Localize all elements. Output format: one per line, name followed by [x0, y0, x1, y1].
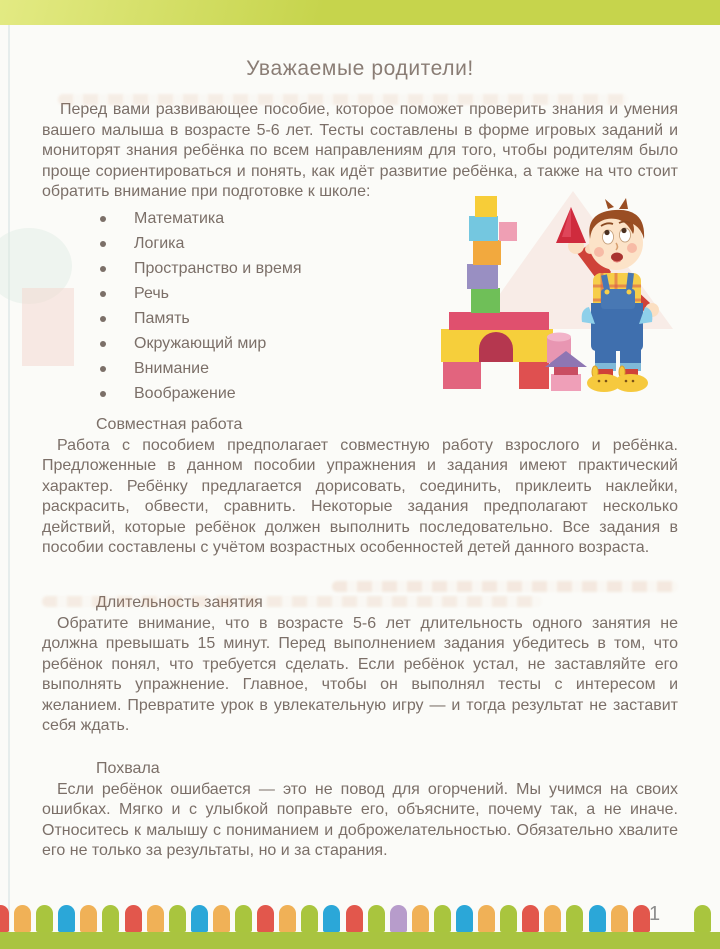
footer-tab	[544, 905, 561, 932]
footer-tab	[191, 905, 208, 932]
bleed-through-text-artifact	[332, 581, 678, 592]
footer-tab	[213, 905, 230, 932]
bullet-icon	[100, 216, 106, 222]
intro-paragraph: Перед вами развивающее пособие, которое поможет проверить знания и умения вашего малыша в возрасте 5-6 лет. Тесты составлены в форме игровых заданий и мониторят знания ребёнка по всем направлениям для того, чтобы родителям было проще сориентироваться и понять, как идёт развитие ребёнка, а также на что стоит обратить внимание при подготовке к школе:	[42, 101, 678, 200]
footer-tab	[589, 905, 606, 932]
bullet-icon	[100, 341, 106, 347]
footer-tab	[434, 905, 451, 932]
top-border-strip	[0, 0, 720, 25]
bullet-icon	[100, 266, 106, 272]
footer-tab	[346, 905, 363, 932]
footer-tabs	[0, 905, 650, 932]
section-heading: Похвала	[96, 759, 160, 777]
footer-last-tab	[694, 905, 711, 932]
list-item-label: Память	[134, 310, 190, 327]
footer-tab	[456, 905, 473, 932]
footer-tab	[323, 905, 340, 932]
footer-tab	[257, 905, 274, 932]
bullet-icon	[100, 316, 106, 322]
footer-tab	[522, 905, 539, 932]
footer-tab	[0, 905, 9, 932]
list-item-label: Речь	[134, 285, 170, 302]
section-paragraph: Если ребёнок ошибается — это не повод для огорчений. Мы учимся на своих ошибках. Мягко и с улыбкой поправьте его, объясните, почему так, а не иначе. Относитесь к малышу с пониманием и доброжелательностью. Обязательно хвалите его не только за результаты, но и за старания.	[42, 780, 678, 859]
page-number: 1	[649, 903, 661, 925]
page-title: Уважаемые родители!	[246, 57, 474, 80]
list-item-label: Логика	[134, 235, 185, 252]
section-paragraph: Обратите внимание, что в возрасте 5-6 лет длительность одного занятия не должна превышать 15 минут. Перед выполнением задания убедитесь в том, что ребёнок понял, что требуется сделать. Если ребёнок устал, не заставляйте его выполнять упражнение. Главное, чтобы он выполнял тесты с интересом и желанием. Превратите урок в увлекательную игру — и тогда результат не заставит себя ждать.	[42, 614, 678, 734]
footer-tab	[478, 905, 495, 932]
section-heading: Длительность занятия	[96, 593, 263, 611]
section-heading: Совместная работа	[96, 415, 243, 433]
child-with-blocks-illustration	[423, 191, 678, 396]
bleed-through-text-artifact	[58, 94, 628, 105]
footer-tab	[58, 905, 75, 932]
bleed-through-text-artifact	[42, 596, 542, 607]
bullet-icon	[100, 391, 106, 397]
footer-tab	[235, 905, 252, 932]
list-item-label: Окружающий мир	[134, 335, 267, 352]
list-item-label: Внимание	[134, 360, 210, 377]
skills-and-illustration	[42, 205, 678, 405]
footer-tab	[147, 905, 164, 932]
footer-tab	[80, 905, 97, 932]
footer-tab	[125, 905, 142, 932]
scan-fold-artifact	[8, 25, 10, 932]
list-item-label: Пространство и время	[134, 260, 302, 277]
footer-tab	[102, 905, 119, 932]
footer-tab	[14, 905, 31, 932]
footer-tab	[279, 905, 296, 932]
footer-tab	[633, 905, 650, 932]
footer-tab	[169, 905, 186, 932]
page-content	[42, 25, 678, 862]
footer-tab	[611, 905, 628, 932]
bottom-border-strip	[0, 932, 720, 949]
footer-tab	[500, 905, 517, 932]
bullet-icon	[100, 366, 106, 372]
footer-tab	[566, 905, 583, 932]
footer-tab	[412, 905, 429, 932]
list-item-label: Воображение	[134, 385, 236, 402]
bullet-icon	[100, 291, 106, 297]
section-paragraph: Работа с пособием предполагает совместную работу взрослого и ребёнка. Предложенные в данном пособии упражнения и задания имеют практический характер. Ребёнку предлагается дорисовать, соединить, приклеить наклейки, раскрасить, обвести, сравнить. Некоторые задания предполагают несколько действий, которые ребёнок должен выполнить последовательно. Все задания в пособии составлены с учётом возрастных особенностей детей данного возраста.	[42, 436, 678, 556]
footer-tab	[36, 905, 53, 932]
footer-tab	[390, 905, 407, 932]
list-item-label: Математика	[134, 210, 225, 227]
footer-tab	[368, 905, 385, 932]
footer-tab	[301, 905, 318, 932]
bullet-icon	[100, 241, 106, 247]
